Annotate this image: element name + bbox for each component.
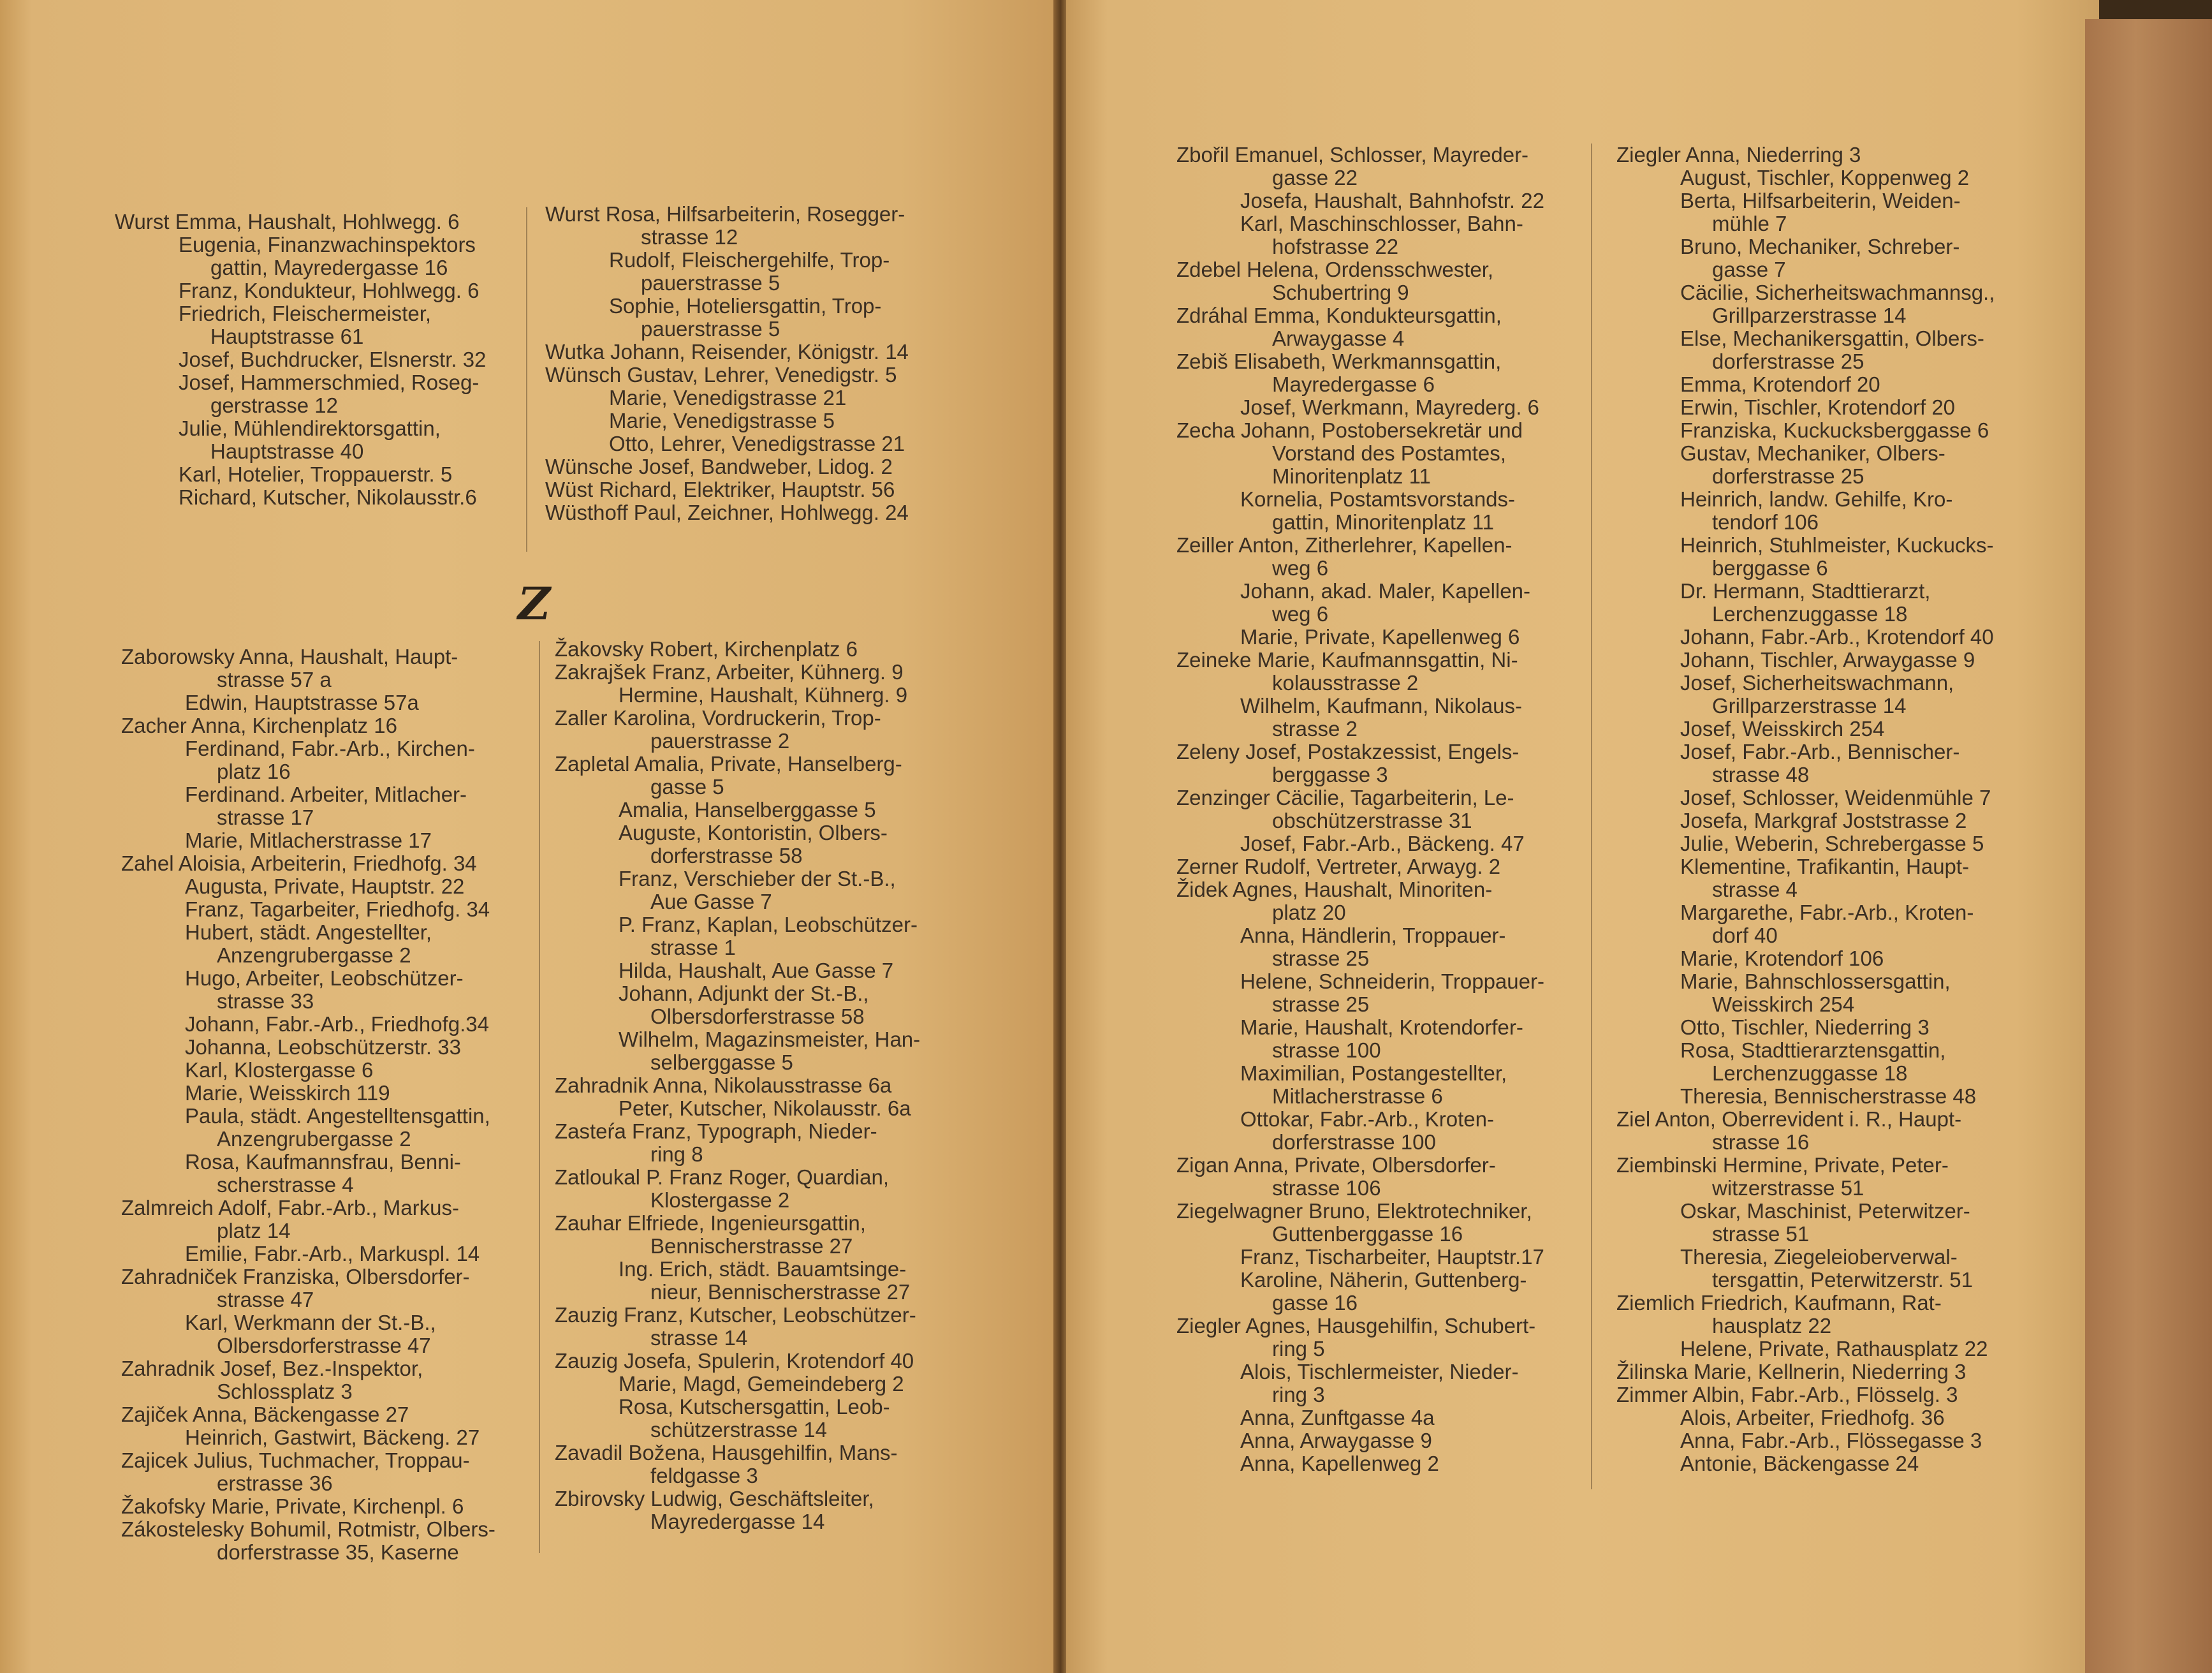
directory-entry-continuation: dorferstrasse 58	[650, 844, 803, 867]
directory-subentry: Sophie, Hoteliersgattin, Trop-	[609, 294, 882, 318]
directory-entry-continuation: Hauptstrasse 61	[210, 325, 364, 348]
directory-subentry: Auguste, Kontoristin, Olbers-	[619, 821, 888, 844]
directory-entry: Zigan Anna, Private, Olbersdorfer-	[1176, 1153, 1496, 1177]
directory-entry: Ziegler Anna, Niederring 3	[1616, 143, 1861, 166]
directory-entry: Zasteŕa Franz, Typograph, Nieder-	[555, 1119, 877, 1143]
directory-subentry: August, Tischler, Koppenweg 2	[1680, 166, 1970, 189]
directory-subentry: Margarethe, Fabr.-Arb., Kroten-	[1680, 901, 1974, 924]
directory-entry: Wünsch Gustav, Lehrer, Venedigstr. 5	[545, 363, 897, 387]
directory-subentry: Eugenia, Finanzwachinspektors	[179, 233, 476, 256]
directory-subentry: Gustav, Mechaniker, Olbers-	[1680, 441, 1945, 465]
directory-subentry: Richard, Kutscher, Nikolausstr.6	[179, 485, 477, 509]
directory-entry-continuation: Klostergasse 2	[650, 1188, 790, 1212]
directory-entry: Zajiček Anna, Bäckengasse 27	[121, 1403, 409, 1426]
directory-entry-continuation: Lerchenzuggasse 18	[1712, 1061, 1908, 1085]
directory-entry-continuation: strasse 57 a	[217, 668, 332, 691]
directory-entry-continuation: gattin, Minoritenplatz 11	[1272, 510, 1494, 534]
directory-entry-continuation: pauerstrasse 2	[650, 729, 790, 753]
directory-subentry: Marie, Venedigstrasse 21	[609, 386, 847, 409]
directory-subentry: Josef, Buchdrucker, Elsnerstr. 32	[179, 348, 487, 371]
directory-subentry: Klementine, Trafikantin, Haupt-	[1680, 855, 1970, 878]
directory-subentry: Josefa, Markgraf Joststrasse 2	[1680, 809, 1967, 832]
directory-entry-continuation: obschützerstrasse 31	[1272, 809, 1472, 832]
directory-subentry: Marie, Haushalt, Krotendorfer-	[1240, 1015, 1523, 1039]
directory-subentry: Wilhelm, Kaufmann, Nikolaus-	[1240, 694, 1522, 718]
directory-subentry: Edwin, Hauptstrasse 57a	[185, 691, 419, 714]
directory-entry-continuation: ring 5	[1272, 1337, 1325, 1360]
directory-entry-continuation: Bennischerstrasse 27	[650, 1234, 853, 1258]
directory-entry-continuation: hausplatz 22	[1712, 1314, 1832, 1338]
directory-subentry: Karl, Klostergasse 6	[185, 1058, 374, 1082]
directory-entry-continuation: Mayredergasse 14	[650, 1510, 825, 1533]
directory-entry-continuation: strasse 25	[1272, 947, 1370, 970]
directory-entry-continuation: Olbersdorferstrasse 58	[650, 1005, 865, 1028]
directory-entry-continuation: gerstrasse 12	[210, 394, 338, 417]
directory-subentry: Otto, Tischler, Niederring 3	[1680, 1015, 1930, 1039]
directory-entry-continuation: Olbersdorferstrasse 47	[217, 1334, 431, 1357]
directory-subentry: Theresia, Bennischerstrasse 48	[1680, 1084, 1977, 1108]
directory-entry-continuation: ring 8	[650, 1142, 703, 1166]
directory-subentry: Dr. Hermann, Stadttierarzt,	[1680, 579, 1931, 603]
directory-subentry: Kornelia, Postamtsvorstands-	[1240, 487, 1516, 511]
directory-subentry: Maximilian, Postangestellter,	[1240, 1061, 1507, 1085]
directory-entry-continuation: nieur, Bennischerstrasse 27	[650, 1280, 911, 1304]
directory-subentry: Josef, Sicherheitswachmann,	[1680, 671, 1954, 695]
column-rule	[1591, 144, 1592, 1489]
directory-entry-continuation: platz 16	[217, 760, 291, 783]
directory-entry: Zebiš Elisabeth, Werkmannsgattin,	[1176, 350, 1502, 373]
directory-entry-continuation: Grillparzerstrasse 14	[1712, 304, 1907, 327]
directory-entry: Zeleny Josef, Postakzessist, Engels-	[1176, 740, 1520, 763]
directory-subentry: Karl, Hotelier, Troppauerstr. 5	[179, 462, 453, 486]
directory-subentry: Theresia, Ziegeleioberverwal-	[1680, 1245, 1958, 1269]
directory-subentry: Heinrich, Stuhlmeister, Kuckucks-	[1680, 533, 1994, 557]
directory-entry: Zdebel Helena, Ordensschwester,	[1176, 258, 1494, 281]
directory-entry-continuation: mühle 7	[1712, 212, 1787, 235]
directory-entry-continuation: strasse 48	[1712, 763, 1810, 786]
directory-entry-continuation: strasse 25	[1272, 992, 1370, 1016]
directory-entry: Wünsche Josef, Bandweber, Lidog. 2	[545, 455, 893, 478]
directory-entry: Wurst Rosa, Hilfsarbeiterin, Rosegger-	[545, 202, 905, 226]
directory-subentry: Else, Mechanikersgattin, Olbers-	[1680, 327, 1984, 350]
column-rule	[526, 207, 527, 552]
directory-entry-continuation: strasse 16	[1712, 1130, 1810, 1154]
directory-entry: Ziel Anton, Oberrevident i. R., Haupt-	[1616, 1107, 1962, 1131]
directory-entry: Zapletal Amalia, Private, Hanselberg-	[555, 752, 902, 776]
directory-entry-continuation: gasse 16	[1272, 1291, 1358, 1315]
directory-subentry: Paula, städt. Angestelltensgattin,	[185, 1104, 490, 1128]
directory-entry-continuation: tersgattin, Peterwitzerstr. 51	[1712, 1268, 1974, 1292]
directory-subentry: Julie, Weberin, Schrebergasse 5	[1680, 832, 1984, 855]
directory-subentry: Johann, Tischler, Arwaygasse 9	[1680, 648, 1975, 672]
directory-entry: Zahradnik Anna, Nikolausstrasse 6a	[555, 1073, 892, 1097]
directory-subentry: Marie, Magd, Gemeindeberg 2	[619, 1372, 904, 1396]
directory-entry: Zimmer Albin, Fabr.-Arb., Flösselg. 3	[1616, 1383, 1958, 1406]
directory-subentry: Johann, Fabr.-Arb., Friedhofg.34	[185, 1012, 489, 1036]
directory-subentry: Josefa, Haushalt, Bahnhofstr. 22	[1240, 189, 1544, 212]
directory-subentry: Franz, Tischarbeiter, Hauptstr.17	[1240, 1245, 1544, 1269]
directory-entry-continuation: feldgasse 3	[650, 1464, 758, 1487]
directory-entry: Zauhar Elfriede, Ingenieursgattin,	[555, 1211, 866, 1235]
directory-subentry: Anna, Arwaygasse 9	[1240, 1429, 1432, 1452]
directory-entry: Zajicek Julius, Tuchmacher, Troppau-	[121, 1448, 470, 1472]
directory-subentry: Anna, Zunftgasse 4a	[1240, 1406, 1435, 1429]
directory-subentry: Anna, Händlerin, Troppauer-	[1240, 924, 1506, 947]
directory-subentry: Rosa, Stadttierarztensgattin,	[1680, 1038, 1946, 1062]
directory-subentry: Ottokar, Fabr.-Arb., Kroten-	[1240, 1107, 1494, 1131]
directory-subentry: Marie, Private, Kapellenweg 6	[1240, 625, 1520, 649]
directory-entry-continuation: Guttenberggasse 16	[1272, 1222, 1463, 1246]
directory-subentry: Ferdinand, Fabr.-Arb., Kirchen-	[185, 737, 475, 760]
directory-entry-continuation: strasse 1	[650, 936, 736, 959]
directory-subentry: Josef, Weisskirch 254	[1680, 717, 1885, 741]
directory-subentry: Franz, Verschieber der St.-B.,	[619, 867, 896, 890]
directory-entry-continuation: scherstrasse 4	[217, 1173, 354, 1197]
directory-subentry: Johann, Fabr.-Arb., Krotendorf 40	[1680, 625, 1994, 649]
directory-entry-continuation: ring 3	[1272, 1383, 1325, 1406]
directory-entry: Zenzinger Cäcilie, Tagarbeiterin, Le-	[1176, 786, 1514, 809]
directory-subentry: Johann, Adjunkt der St.-B.,	[619, 982, 869, 1005]
directory-entry-continuation: strasse 33	[217, 989, 314, 1013]
directory-subentry: Anna, Kapellenweg 2	[1240, 1452, 1439, 1475]
directory-subentry: Marie, Bahnschlossersgattin,	[1680, 969, 1951, 993]
directory-entry: Wüst Richard, Elektriker, Hauptstr. 56	[545, 478, 895, 501]
directory-entry: Zbirovsky Ludwig, Geschäftsleiter,	[555, 1487, 874, 1510]
directory-entry: Žakovsky Robert, Kirchenplatz 6	[555, 637, 858, 661]
left-page-column-2-bottom	[555, 638, 976, 1533]
section-letter: Z	[518, 577, 551, 630]
right-page-column-1	[1176, 144, 1591, 1475]
directory-entry: Zavadil Božena, Hausgehilfin, Mans-	[555, 1441, 898, 1464]
directory-entry: Ziemlich Friedrich, Kaufmann, Rat-	[1616, 1291, 1942, 1315]
directory-entry: Zacher Anna, Kirchenplatz 16	[121, 714, 397, 737]
directory-entry-continuation: platz 20	[1272, 901, 1346, 924]
directory-subentry: Alois, Tischlermeister, Nieder-	[1240, 1360, 1519, 1383]
directory-subentry: Cäcilie, Sicherheitswachmannsg.,	[1680, 281, 1995, 304]
directory-entry: Zeineke Marie, Kaufmannsgattin, Ni-	[1176, 648, 1518, 672]
directory-subentry: Heinrich, Gastwirt, Bäckeng. 27	[185, 1426, 480, 1449]
directory-subentry: Berta, Hilfsarbeiterin, Weiden-	[1680, 189, 1961, 212]
directory-subentry: Antonie, Bäckengasse 24	[1680, 1452, 1919, 1475]
directory-entry: Zaller Karolina, Vordruckerin, Trop-	[555, 706, 881, 730]
directory-entry-continuation: berggasse 3	[1272, 763, 1388, 786]
directory-entry-continuation: strasse 17	[217, 806, 314, 829]
directory-entry-continuation: strasse 100	[1272, 1038, 1381, 1062]
directory-entry-continuation: erstrasse 36	[217, 1471, 333, 1495]
directory-subentry: Johann, akad. Maler, Kapellen-	[1240, 579, 1530, 603]
directory-subentry: Helene, Schneiderin, Troppauer-	[1240, 969, 1544, 993]
directory-entry-continuation: strasse 51	[1712, 1222, 1810, 1246]
directory-entry-continuation: gattin, Mayredergasse 16	[210, 256, 448, 279]
directory-subentry: Marie, Mitlacherstrasse 17	[185, 829, 432, 852]
directory-subentry: Emilie, Fabr.-Arb., Markuspl. 14	[185, 1242, 480, 1265]
directory-entry: Zeiller Anton, Zitherlehrer, Kapellen-	[1176, 533, 1513, 557]
directory-subentry: Anna, Fabr.-Arb., Flössegasse 3	[1680, 1429, 1982, 1452]
directory-entry-continuation: Anzengrubergasse 2	[217, 943, 411, 967]
directory-entry: Zatloukal P. Franz Roger, Quardian,	[555, 1165, 890, 1189]
directory-subentry: P. Franz, Kaplan, Leobschützer-	[619, 913, 918, 936]
directory-entry-continuation: Anzengrubergasse 2	[217, 1127, 411, 1151]
directory-entry: Zecha Johann, Postobersekretär und	[1176, 418, 1523, 442]
directory-entry: Wüsthoff Paul, Zeichner, Hohlwegg. 24	[545, 501, 909, 524]
directory-entry-continuation: strasse 4	[1712, 878, 1798, 901]
directory-entry-continuation: strasse 106	[1272, 1176, 1381, 1200]
directory-subentry: Rosa, Kaufmannsfrau, Benni-	[185, 1150, 461, 1174]
directory-entry-continuation: strasse 2	[1272, 717, 1358, 741]
directory-subentry: Karl, Maschinschlosser, Bahn-	[1240, 212, 1523, 235]
directory-subentry: Alois, Arbeiter, Friedhofg. 36	[1680, 1406, 1945, 1429]
left-page-column-1-bottom	[121, 645, 529, 1564]
directory-entry-continuation: tendorf 106	[1712, 510, 1819, 534]
directory-entry: Wurst Emma, Haushalt, Hohlwegg. 6	[115, 210, 460, 233]
directory-entry-continuation: dorferstrasse 25	[1712, 464, 1864, 488]
directory-entry-continuation: hofstrasse 22	[1272, 235, 1399, 258]
book-gutter	[1053, 0, 1067, 1673]
directory-entry-continuation: selberggasse 5	[650, 1050, 793, 1074]
directory-subentry: Rosa, Kutschersgattin, Leob-	[619, 1395, 890, 1419]
directory-entry-continuation: strasse 14	[650, 1326, 748, 1350]
directory-subentry: Erwin, Tischler, Krotendorf 20	[1680, 395, 1956, 419]
directory-entry-continuation: dorferstrasse 25	[1712, 350, 1864, 373]
directory-subentry: Bruno, Mechaniker, Schreber-	[1680, 235, 1960, 258]
directory-subentry: Franziska, Kuckucksberggasse 6	[1680, 418, 1989, 442]
directory-subentry: Marie, Krotendorf 106	[1680, 947, 1884, 970]
directory-entry: Zalmreich Adolf, Fabr.-Arb., Markus-	[121, 1196, 459, 1220]
directory-subentry: Marie, Weisskirch 119	[185, 1081, 390, 1105]
back-cover-edge	[2085, 19, 2212, 1673]
directory-subentry: Peter, Kutscher, Nikolausstr. 6a	[619, 1096, 911, 1120]
directory-subentry: Hubert, städt. Angestellter,	[185, 920, 432, 944]
directory-subentry: Hermine, Haushalt, Kühnerg. 9	[619, 683, 908, 707]
directory-subentry: Ferdinand. Arbeiter, Mitlacher-	[185, 783, 467, 806]
directory-subentry: Wilhelm, Magazinsmeister, Han-	[619, 1028, 921, 1051]
directory-subentry: Josef, Fabr.-Arb., Bennischer-	[1680, 740, 1960, 763]
directory-entry-continuation: Arwaygasse 4	[1272, 327, 1405, 350]
directory-entry-continuation: Grillparzerstrasse 14	[1712, 694, 1907, 718]
directory-entry: Zahel Aloisia, Arbeiterin, Friedhofg. 34	[121, 851, 477, 875]
directory-subentry: Oskar, Maschinist, Peterwitzer-	[1680, 1199, 1970, 1223]
directory-entry-continuation: gasse 7	[1712, 258, 1786, 281]
directory-entry: Zakrajšek Franz, Arbeiter, Kühnerg. 9	[555, 660, 904, 684]
directory-entry: Zauzig Josefa, Spulerin, Krotendorf 40	[555, 1349, 914, 1373]
directory-entry-continuation: Mitlacherstrasse 6	[1272, 1084, 1443, 1108]
directory-entry-continuation: Weisskirch 254	[1712, 992, 1855, 1016]
directory-subentry: Josef, Fabr.-Arb., Bäckeng. 47	[1240, 832, 1525, 855]
directory-subentry: Franz, Tagarbeiter, Friedhofg. 34	[185, 897, 490, 921]
directory-entry-continuation: pauerstrasse 5	[641, 317, 780, 341]
directory-entry: Zahradniček Franziska, Olbersdorfer-	[121, 1265, 470, 1288]
directory-entry-continuation: dorf 40	[1712, 924, 1778, 947]
directory-subentry: Julie, Mühlendirektorsgattin,	[179, 416, 441, 440]
left-page-column-2-top	[545, 203, 966, 524]
directory-entry-continuation: berggasse 6	[1712, 556, 1828, 580]
directory-entry-continuation: weg 6	[1272, 556, 1329, 580]
directory-subentry: Emma, Krotendorf 20	[1680, 372, 1880, 396]
directory-subentry: Augusta, Private, Hauptstr. 22	[185, 874, 465, 898]
directory-entry: Ziegler Agnes, Hausgehilfin, Schubert-	[1176, 1314, 1536, 1338]
directory-entry-continuation: gasse 5	[650, 775, 724, 799]
directory-entry-continuation: platz 14	[217, 1219, 291, 1242]
directory-entry-continuation: strasse 12	[641, 225, 738, 249]
directory-subentry: Otto, Lehrer, Venedigstrasse 21	[609, 432, 905, 455]
directory-subentry: Franz, Kondukteur, Hohlwegg. 6	[179, 279, 480, 302]
directory-subentry: Josef, Schlosser, Weidenmühle 7	[1680, 786, 1991, 809]
directory-subentry: Amalia, Hanselberggasse 5	[619, 798, 876, 822]
directory-subentry: Karl, Werkmann der St.-B.,	[185, 1311, 436, 1334]
directory-entry: Zbořil Emanuel, Schlosser, Mayreder-	[1176, 143, 1529, 166]
directory-subentry: Ing. Erich, städt. Bauamtsinge-	[619, 1257, 907, 1281]
directory-entry-continuation: dorferstrasse 100	[1272, 1130, 1436, 1154]
directory-entry: Židek Agnes, Haushalt, Minoriten-	[1176, 878, 1493, 901]
directory-entry-continuation: Vorstand des Postamtes,	[1272, 441, 1506, 465]
directory-entry: Zdráhal Emma, Kondukteursgattin,	[1176, 304, 1502, 327]
directory-entry-continuation: witzerstrasse 51	[1712, 1176, 1864, 1200]
directory-entry-continuation: kolausstrasse 2	[1272, 671, 1419, 695]
directory-entry-continuation: Mayredergasse 6	[1272, 372, 1435, 396]
directory-entry-continuation: Minoritenplatz 11	[1272, 464, 1431, 488]
directory-entry: Zaborowsky Anna, Haushalt, Haupt-	[121, 645, 458, 668]
column-rule	[539, 641, 540, 1553]
left-page-column-1-top	[115, 210, 523, 509]
directory-entry: Zákostelesky Bohumil, Rotmistr, Olbers-	[121, 1517, 495, 1541]
directory-entry: Wutka Johann, Reisender, Königstr. 14	[545, 340, 909, 364]
directory-entry: Zerner Rudolf, Vertreter, Arwayg. 2	[1176, 855, 1501, 878]
directory-entry-continuation: Aue Gasse 7	[650, 890, 772, 913]
directory-subentry: Marie, Venedigstrasse 5	[609, 409, 835, 432]
directory-subentry: Rudolf, Fleischergehilfe, Trop-	[609, 248, 890, 272]
right-page-column-2	[1616, 144, 2063, 1475]
directory-entry-continuation: schützerstrasse 14	[650, 1418, 827, 1441]
directory-entry-continuation: strasse 47	[217, 1288, 314, 1311]
directory-subentry: Friedrich, Fleischermeister,	[179, 302, 432, 325]
directory-entry-continuation: dorferstrasse 35, Kaserne	[217, 1540, 459, 1564]
directory-entry-continuation: Schlossplatz 3	[217, 1380, 353, 1403]
directory-entry-continuation: weg 6	[1272, 602, 1329, 626]
directory-entry-continuation: Schubertring 9	[1272, 281, 1409, 304]
directory-entry: Ziembinski Hermine, Private, Peter-	[1616, 1153, 1949, 1177]
directory-entry: Zahradnik Josef, Bez.-Inspektor,	[121, 1357, 423, 1380]
directory-entry: Zauzig Franz, Kutscher, Leobschützer-	[555, 1303, 916, 1327]
directory-subentry: Heinrich, landw. Gehilfe, Kro-	[1680, 487, 1953, 511]
directory-subentry: Helene, Private, Rathausplatz 22	[1680, 1337, 1988, 1360]
directory-subentry: Hilda, Haushalt, Aue Gasse 7	[619, 959, 894, 982]
directory-entry-continuation: gasse 22	[1272, 166, 1358, 189]
directory-entry-continuation: pauerstrasse 5	[641, 271, 780, 295]
directory-subentry: Karoline, Näherin, Guttenberg-	[1240, 1268, 1527, 1292]
directory-entry-continuation: Hauptstrasse 40	[210, 439, 364, 463]
directory-subentry: Hugo, Arbeiter, Leobschützer-	[185, 966, 464, 990]
directory-subentry: Josef, Hammerschmied, Roseg-	[179, 371, 480, 394]
directory-subentry: Johanna, Leobschützerstr. 33	[185, 1035, 461, 1059]
directory-subentry: Josef, Werkmann, Mayrederg. 6	[1240, 395, 1539, 419]
directory-entry: Ziegelwagner Bruno, Elektrotechniker,	[1176, 1199, 1532, 1223]
directory-entry: Žilinska Marie, Kellnerin, Niederring 3	[1616, 1360, 1967, 1383]
directory-entry: Žakofsky Marie, Private, Kirchenpl. 6	[121, 1494, 464, 1518]
directory-entry-continuation: Lerchenzuggasse 18	[1712, 602, 1908, 626]
